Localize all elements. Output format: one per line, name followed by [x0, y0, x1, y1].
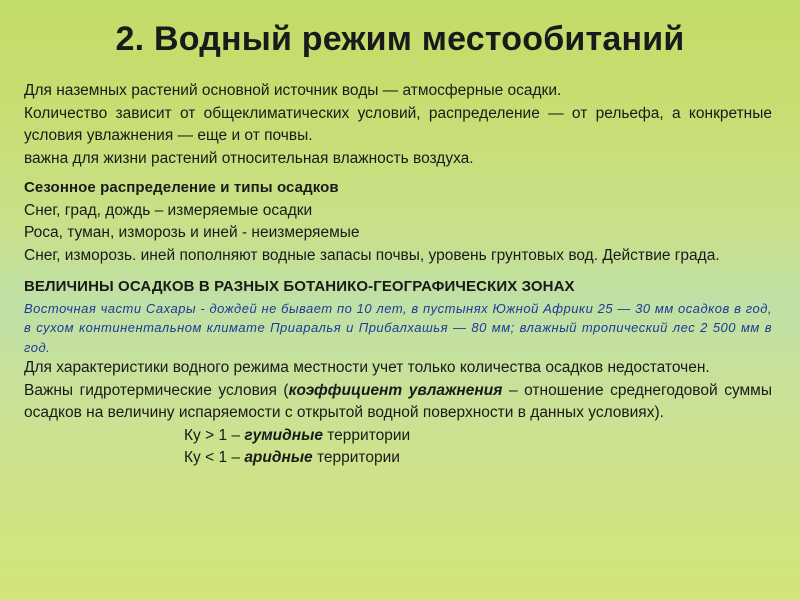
- humidity-coefficient-term: коэффициент увлажнения: [288, 381, 503, 399]
- slide-title: 2. Водный режим местообитаний: [115, 20, 685, 58]
- example-precipitation-zones: Восточная части Сахары - дождей не бывает по 10 лет, в пустынях Южной Африки 25 — 30 мм осадков в год, в сухом континентальном климате Приаралья и Прибалхашья — 80 мм; влажный тропический лес 2 500 мм в год.: [24, 300, 772, 355]
- heading-precipitation-zones: ВЕЛИЧИНЫ ОСАДКОВ В РАЗНЫХ БОТАНИКО-ГЕОГРАФИЧЕСКИХ ЗОНАХ: [24, 278, 575, 295]
- hydrothermal-prefix: Важны гидротермические условия (: [24, 381, 289, 399]
- coefficient-arid-prefix: Ку < 1 –: [184, 449, 245, 466]
- spacer: [24, 170, 772, 177]
- coefficient-humid-prefix: Ку > 1 –: [184, 426, 245, 444]
- line-water-reserves: Снег, изморозь. иней пополняют водные запасы почвы, уровень грунтовых вод. Действие града.: [24, 246, 720, 264]
- coefficient-arid: [24, 447, 772, 470]
- slide-content: [24, 80, 772, 470]
- paragraph-insufficient-accounting: Для характеристики водного режима местности учет только количества осадков недостаточен.: [24, 359, 710, 376]
- paragraph-hydrothermal-conditions: [24, 380, 772, 425]
- coefficient-humid-term: гумидные: [244, 426, 323, 444]
- heading-seasonal-distribution: Сезонное распределение и типы осадков: [24, 179, 339, 196]
- hydrothermal-suffix: – отношение среднегодовой суммы осадков на величину испаряемости с открытой водной поверхности в данных условиях).: [24, 381, 772, 421]
- line-measured-precipitation: Снег, град, дождь – измеряемые осадки: [24, 201, 313, 219]
- coefficient-arid-suffix: территории: [312, 449, 400, 466]
- paragraph-water-source: Для наземных растений основной источник воды — атмосферные осадки.: [24, 82, 562, 99]
- coefficient-arid-term: аридные: [244, 449, 313, 466]
- paragraph-air-humidity: важна для жизни растений относительная влажность воздуха.: [24, 149, 474, 167]
- spacer: [24, 267, 772, 276]
- line-unmeasured-precipitation: Роса, туман, изморозь и иней - неизмеряемые: [24, 224, 360, 241]
- paragraph-quantity-distribution: Количество зависит от общеклиматических условий, распределение — от рельефа, а конкретные условия увлажнения — еще и от почвы.: [24, 104, 772, 144]
- coefficient-humid: [24, 425, 772, 448]
- coefficient-humid-suffix: территории: [322, 426, 411, 444]
